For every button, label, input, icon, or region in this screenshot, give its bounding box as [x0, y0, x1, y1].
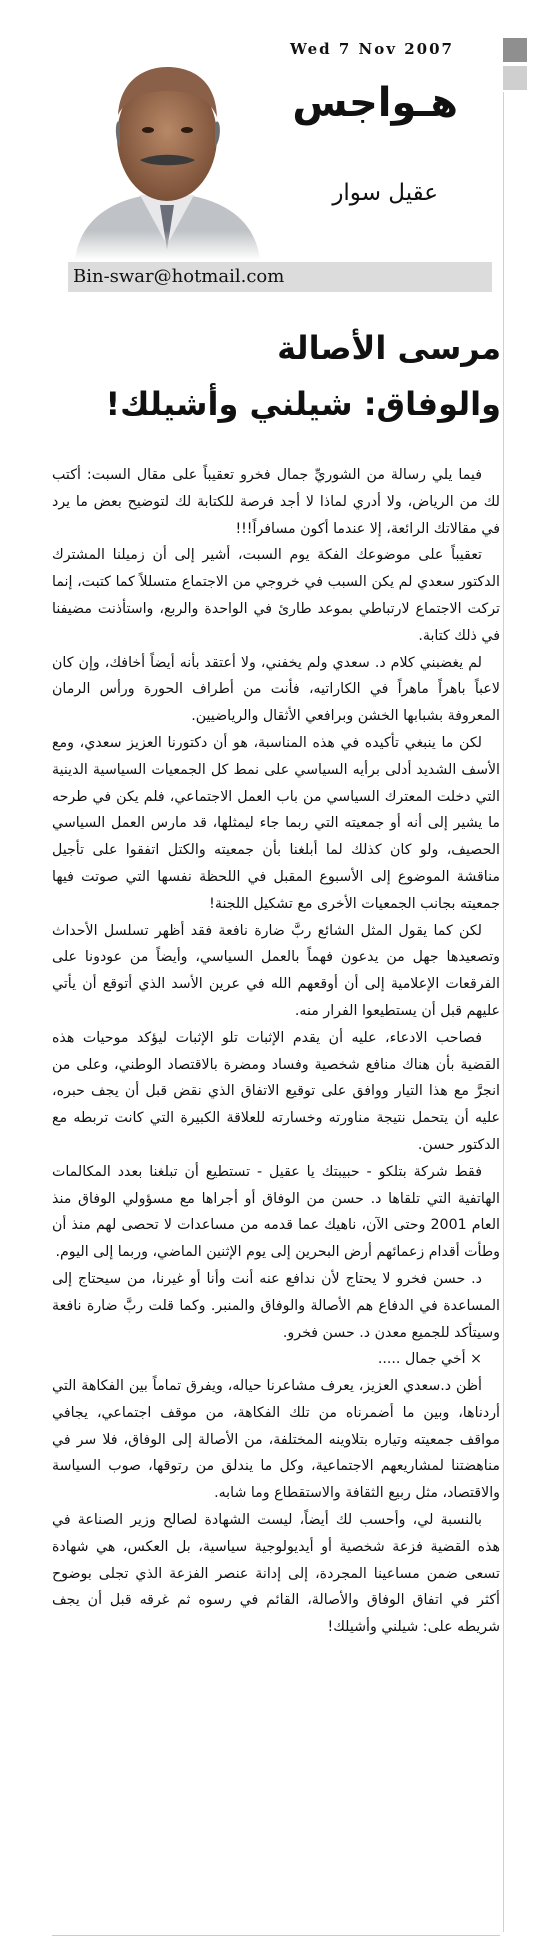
bottom-divider [52, 1935, 500, 1936]
paragraph: لكن كما يقول المثل الشائع ربَّ ضارة نافعة فقد أظهر تسلسل الأحداث وتصعيدها جهل من يدعون فهماً بالعمل السياسي، وأيضاً من عودونا على الفرقعات الإعلامية إلى أن أوقعهم الله في عرين الأسد الذي أتوقع أن يأتي عليهم قبل أن يستطيعوا الفرار منه. [52, 922, 500, 1019]
author-email[interactable]: Bin-swar@hotmail.com [68, 262, 492, 292]
sidebar-light-square [503, 66, 527, 90]
paragraph: لم يغضبني كلام د. سعدي ولم يخفني، ولا أعتقد بأنه أيضاً أخافك، وإن كان لاعباً باهراً ماهراً في الكاراتيه، فأنت من أطراف الحورة ورأس الرمان المعروفة بشبابها الخشن وبرافعي الأثقال والرياضيين. [52, 654, 500, 725]
headline-line-2: والوفاق: شيلني وأشيلك! [105, 385, 501, 423]
paragraph: تعقيباً على موضوعك الفكة يوم السبت، أشير إلى أن زميلنا المشترك الدكتور سعدي لم يكن السبب في خروجي من الاجتماع متسللاً كما كتبت، إنما تركت الاجتماع لارتباطي بموعد طارئ في الواحدة والربع، واستأذنت مضيفنا في ذلك كتابة. [52, 547, 500, 644]
author-name: عقيل سوار [332, 180, 438, 206]
sidebar-divider [503, 92, 504, 1932]
sidebar-dark-square [503, 38, 527, 62]
column-title: هـواجس [292, 80, 458, 126]
paragraph: د. حسن فخرو لا يحتاج لأن ندافع عنه أنت وأنا أو غيرنا، من سيحتاج إلى المساعدة في الدفاع هم الأصالة والوفاق والمنبر. وكما قلت ربَّ ضارة نافعة وسيتأكد للجميع معدن د. حسن فخرو. [52, 1270, 500, 1341]
reply-salutation: × أخي جمال ..... [377, 1351, 482, 1368]
headline-line-1: مرسى الأصالة [277, 329, 501, 367]
paragraph: فيما يلي رسالة من الشوريِّ جمال فخرو تعقيباً على مقال السبت: أكتب لك من الرياض، ولا أدري لماذا لا أجد فرصة للكتابة لك لتوضيح بعض ما يرد في مقالاتك الرائعة، إلا عندما أكون مسافراً!!! [52, 467, 500, 537]
paragraph: فصاحب الادعاء، عليه أن يقدم الإثبات تلو الإثبات ليؤكد موحيات هذه القضية بأن هناك منافع شخصية وفساد ومضرة بالاقتصاد الوطني، وعلى من انجرَّ مع هذا التيار ووافق على توقيع الاتفاق الذي نقض قبل أن يجف حبره، عليه أن يتحمل نتيجة مناورته وخسارته للعلاقة الكبيرة التي كانت تربطه مع الدكتور حسن. [52, 1029, 500, 1153]
author-portrait [70, 45, 265, 260]
paragraph: بالنسبة لي، وأحسب لك أيضاً، ليست الشهادة لصالح وزير الصناعة في هذه القضية فزعة شخصية أو أيديولوجية سياسية، بل العكس، هي شهادة تسعى ضمن مساعينا المجردة، إلى إدانة عنصر الفزعة الذي تجلى بوضوح أكثر في اتفاق الوفاق والأصالة، القائم في رسوه ثم غرقه قبل أن يجف شريطه على: شيلني وأشيلك! [52, 1512, 500, 1636]
publication-date: Wed 7 Nov 2007 [290, 40, 454, 58]
paragraph: أظن د.سعدي العزيز، يعرف مشاعرنا حياله، ويفرق تماماً بين الفكاهة التي أردناها، وبين ما أضمرناه من تلك الفكاهة، من موقف اجتماعي، يجافي مواقف جمعيته وتياره بتلاوينه المختلفة، من الأصالة إلى الوفاق، فلا سر في مناهضتنا لمشاريعهم الاجتماعية، وكل ما يندلق من رتوقها، صوب السياسة والاقتصاد، مثل ربيع الثقافة والاستقطاع وما شابه. [52, 1378, 500, 1502]
article-body [52, 462, 500, 1641]
paragraph: فقط شركة بتلكو - حبيبتك يا عقيل - تستطيع أن تبلغنا بعدد المكالمات الهاتفية التي تلقاها د. حسن من الوفاق أو أجراها مع مسؤولي الوفاق منذ العام 2001 وحتى الآن، ناهيك عما قدمه من مساعدات لا تحصى لهم منذ أن وطأت أقدام زعمائهم أرض البحرين إلى يوم الإثنين الماضي، وربما إلى اليوم. [52, 1163, 500, 1261]
paragraph: لكن ما ينبغي تأكيده في هذه المناسبة، هو أن دكتورنا العزيز سعدي، ومع الأسف الشديد أدلى برأيه السياسي على نمط كل الجمعيات السياسية الدينية التي دخلت المعترك السياسي من باب العمل الاجتماعي، فلم يكن في طرحه ما يشير إلى أنه أو جمعيته التي ربما جاء ليمثلها، قد مارس العمل السياسي الحصيف، ولو كان كذلك لما أبلغنا بأن جمعيته والكتل اتفقوا على تأجيل مناقشة الموضوع إلى الأسبوع المقبل في اللحظة نفسها التي صوتت فيها جمعيته بجانب الجمعيات الأخرى مع تشكيل اللجنة! [52, 734, 500, 912]
article-headline [71, 320, 501, 432]
